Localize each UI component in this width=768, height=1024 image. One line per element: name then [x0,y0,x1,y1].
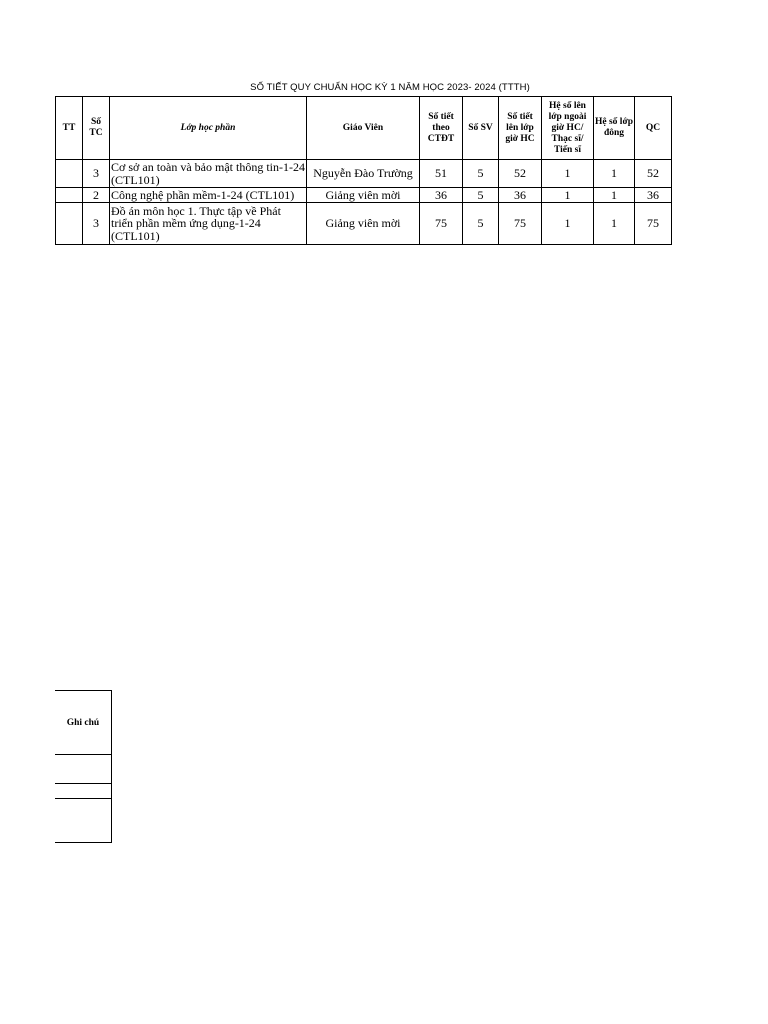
cell-so-tiet-len-lop: 52 [499,160,542,188]
cell-lop-hoc-phan: Công nghệ phần mềm-1-24 (CTL101) [110,188,307,203]
cell-so-sv: 5 [463,203,499,245]
cell-tt [56,188,83,203]
notes-header-row [55,691,112,755]
cell-lop-hoc-phan: Đồ án môn học 1. Thực tập về Phát triển phần mềm ứng dụng-1-24 (CTL101) [110,203,307,245]
cell-so-tc: 3 [83,160,110,188]
cell-so-tiet-theo-ctdt: 36 [420,188,463,203]
cell-so-sv: 5 [463,160,499,188]
cell-he-so-lop-dong: 1 [594,203,635,245]
header-qc: QC [635,97,672,160]
header-so-tiet-len-lop: Số tiết lên lớp giờ HC [499,97,542,160]
notes-header: Ghi chú [55,691,112,755]
cell-he-so-ngoai-gio: 1 [542,203,594,245]
cell-lop-hoc-phan: Cơ sở an toàn và bảo mật thông tin-1-24 (CTL101) [111,160,305,187]
table-row [56,203,672,245]
cell-giao-vien: Giảng viên mời [307,188,420,203]
notes-table [55,690,112,843]
cell-giao-vien: Giảng viên mời [307,203,420,245]
header-so-tc: Số TC [83,97,110,160]
notes-cell [55,799,112,843]
notes-row [55,784,112,799]
notes-cell [55,784,112,799]
lecture-hours-table [55,96,672,245]
cell-qc: 75 [635,203,672,245]
header-he-so-ngoai-gio: Hệ số lên lớp ngoài giờ HC/ Thạc sĩ/ Tiến sĩ [542,97,594,160]
header-so-tiet-theo-ctdt: Số tiết theo CTĐT [420,97,463,160]
table-row [56,188,672,203]
cell-so-tc: 2 [83,188,110,203]
cell-giao-vien: Nguyễn Đào Trường [307,160,420,188]
cell-he-so-lop-dong: 1 [594,160,635,188]
cell-so-tiet-len-lop: 75 [499,203,542,245]
cell-tt [56,160,83,188]
document-title: SỐ TIẾT QUY CHUẨN HỌC KỲ 1 NĂM HỌC 2023- 2024 (TTTH) [250,82,530,93]
header-lop-hoc-phan: Lớp học phần [110,97,307,160]
header-he-so-lop-dong: Hệ số lớp đông [594,97,635,160]
header-so-sv: Số SV [463,97,499,160]
cell-he-so-lop-dong: 1 [594,188,635,203]
cell-so-sv: 5 [463,188,499,203]
cell-so-tiet-theo-ctdt: 51 [420,160,463,188]
cell-so-tiet-len-lop: 36 [499,188,542,203]
notes-cell [55,755,112,784]
cell-qc: 36 [635,188,672,203]
header-giao-vien: Giáo Viên [307,97,420,160]
cell-qc: 52 [635,160,672,188]
table-row [56,160,672,188]
cell-so-tiet-theo-ctdt: 75 [420,203,463,245]
table-header-row [56,97,672,160]
notes-row [55,799,112,843]
cell-tt [56,203,83,245]
cell-he-so-ngoai-gio: 1 [542,160,594,188]
notes-row [55,755,112,784]
cell-so-tc: 3 [83,203,110,245]
cell-he-so-ngoai-gio: 1 [542,188,594,203]
header-tt: TT [56,97,83,160]
